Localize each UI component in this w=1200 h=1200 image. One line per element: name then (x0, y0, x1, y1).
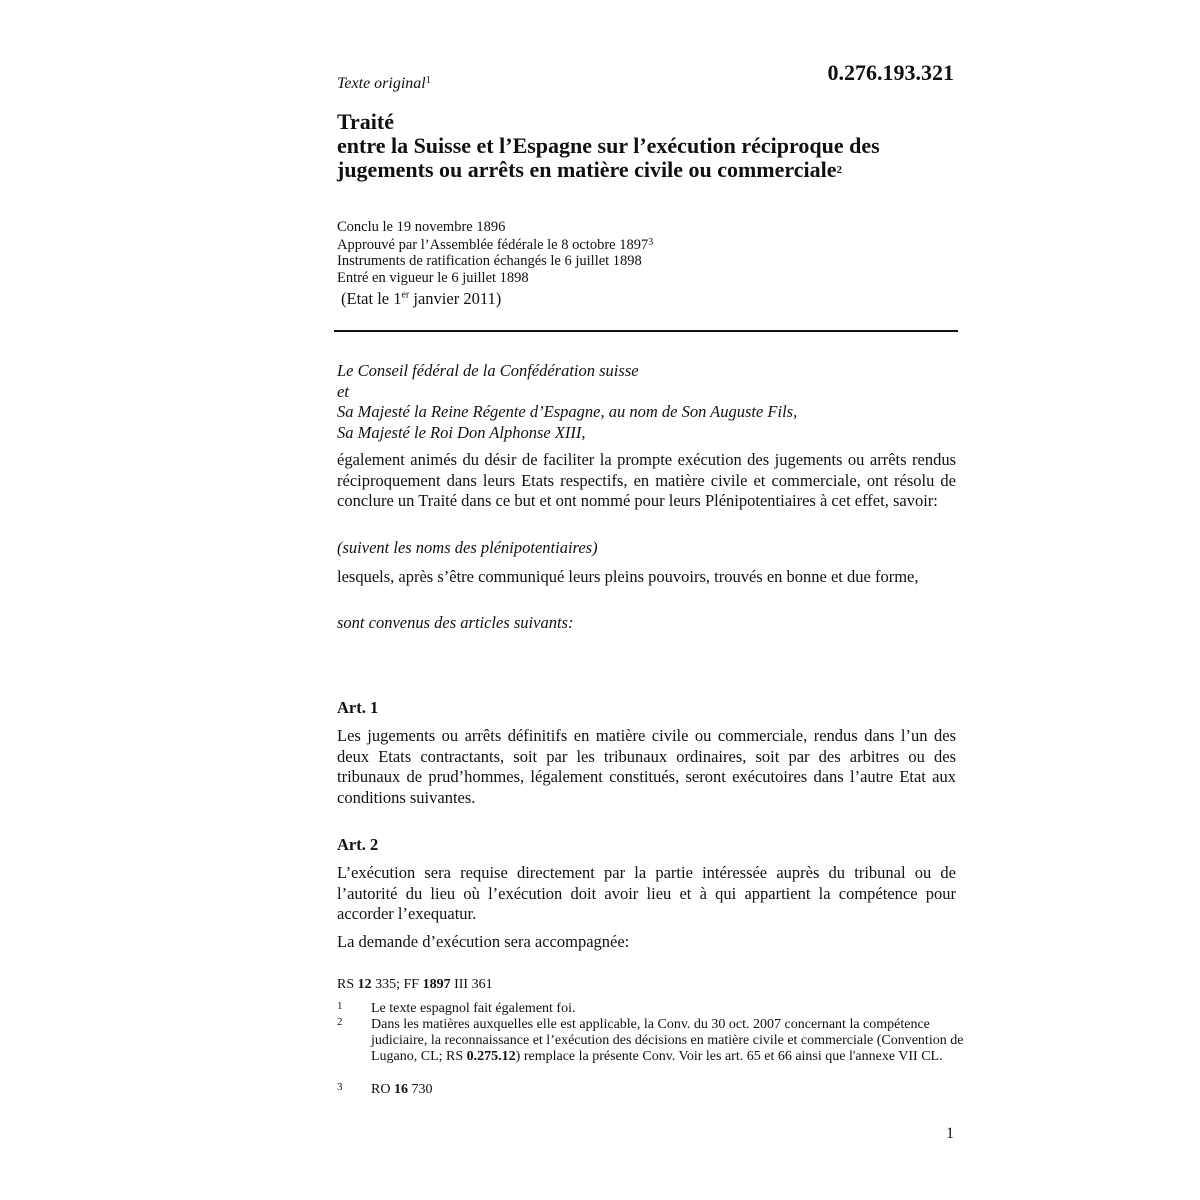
preamble-closing: sont convenus des articles suivants: (337, 613, 574, 632)
header-divider (334, 330, 958, 332)
footnote-ref-1: 1 (425, 75, 431, 86)
treaty-dates: Conclu le 19 novembre 1896 Approuvé par l’Assemblée fédérale le 8 octobre 1897$^3$ Instruments de ratification échangés le 6 juillet 1898 Entré en vigueur le 6 juillet 1898 (337, 219, 654, 286)
footnote-ref-3: 3 (648, 237, 654, 249)
article-2-heading: Art. 2 (337, 835, 379, 854)
rs-reference: RS 12 335; FF 1897 III 361 (337, 977, 493, 992)
article-2-text-1: L’exécution sera requise directement par la partie intéressée auprès du tribunal ou de l’autorité du lieu où l’exécution doit avoir lieu et à qui appartient la compétence pour accorder l’exequatur. (337, 863, 956, 923)
article-2-text-2: La demande d’exécution sera accompagnée: (337, 932, 630, 951)
footnote-ref-2: 2 (836, 164, 843, 176)
page-number: 1 (946, 1125, 954, 1142)
document-title: Traité entre la Suisse et l’Espagne sur l’exécution réciproque des jugements ou arrêts en matière civile ou commerciale$^2$ (337, 109, 880, 182)
sr-number: 0.276.193.321 (827, 60, 954, 85)
article-1-heading: Art. 1 (337, 698, 379, 717)
texte-original-label: Texte original$^1$ (337, 75, 431, 92)
preamble-paragraph-2: lesquels, après s’être communiqué leurs pleins pouvoirs, trouvés en bonne et due forme, (337, 567, 919, 586)
status-date: (Etat le 1er janvier 2011) (341, 289, 502, 308)
preamble-paragraph-1: également animés du désir de faciliter la prompte exécution des jugements ou arrêts rendus réciproquement dans leurs Etats respectifs, en matière civile et commerciale, ont résolu de conclure un Traité dans ce but et ont nommé pour leurs Plénipotentiaires à cet effet, savoir: (337, 450, 956, 510)
preamble-plenipotentiaries: (suivent les noms des plénipotentiaires) (337, 538, 598, 557)
article-1-text: Les jugements ou arrêts définitifs en matière civile ou commerciale, rendus dans l’un des deux Etats contractants, soit par les tribunaux ordinaires, soit par des arbitres ou des tribunaux de prud’hommes, légalement constitués, seront exécutoires dans l’autre Etat aux conditions suivantes. (337, 726, 956, 807)
preamble-parties: Le Conseil fédéral de la Confédération suisse et Sa Majesté la Reine Régente d’Espagne, au nom de Son Auguste Fils, Sa Majesté le Roi Don Alphonse XIII, (337, 361, 798, 442)
